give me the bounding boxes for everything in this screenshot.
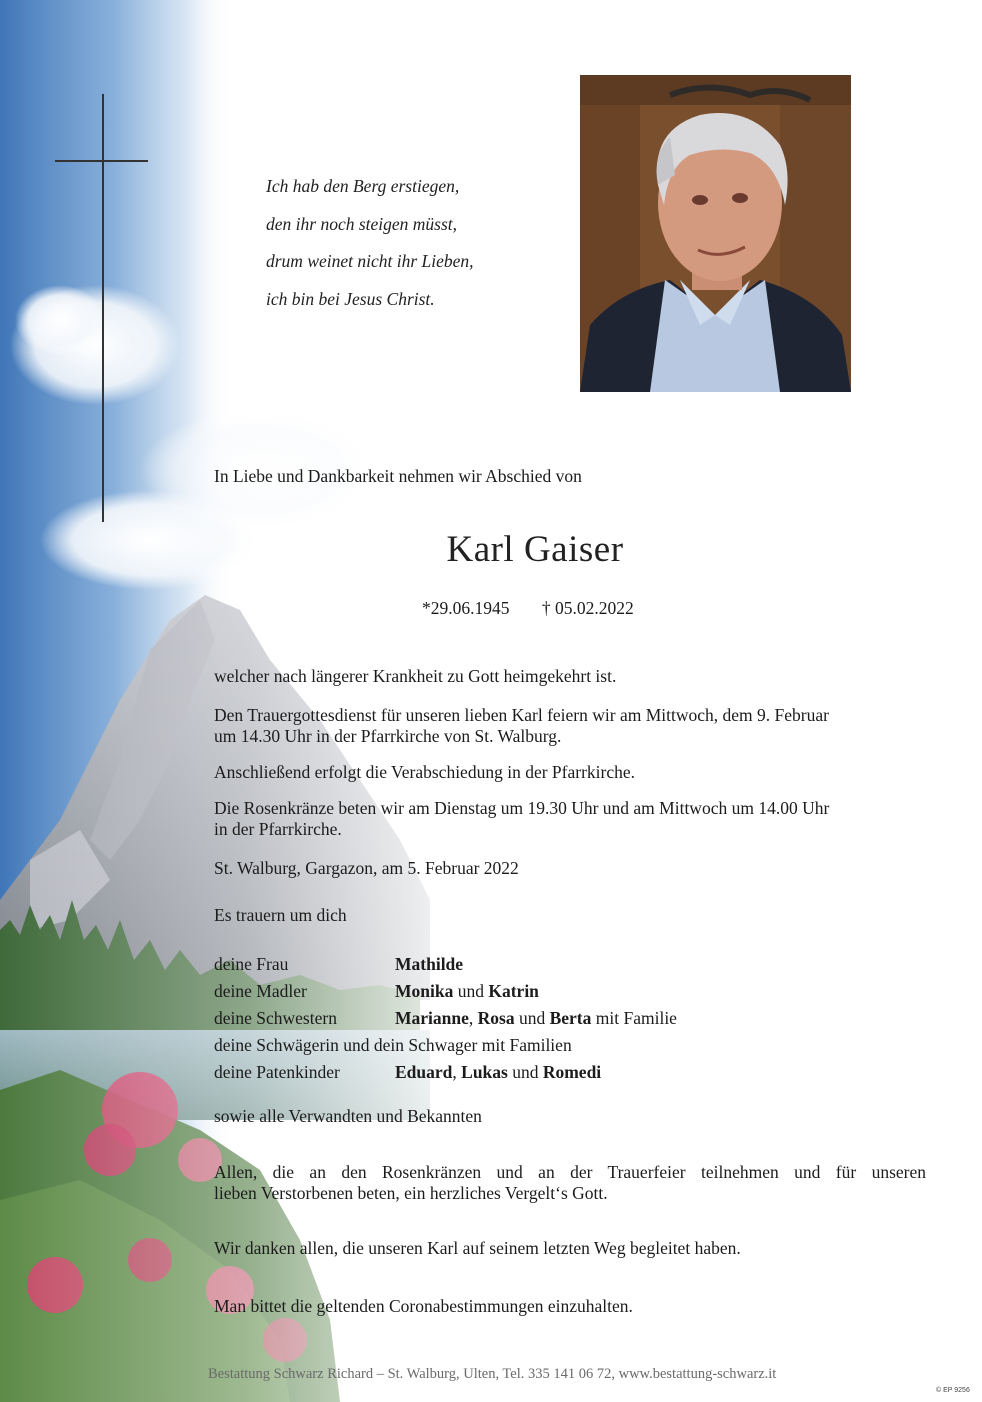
mourner-name: Rosa	[477, 1008, 515, 1028]
life-dates	[422, 598, 634, 619]
paragraph-line: Allen, die an den Rosenkränzen und an der Trauerfeier teilnehmen und für unseren	[214, 1162, 926, 1182]
place-and-date: St. Walburg, Gargazon, am 5. Februar 2022	[214, 858, 519, 878]
mourner-name: Eduard	[395, 1062, 453, 1082]
paragraph-corona-notice: Man bittet die geltenden Coronabestimmungen einzuhalten.	[214, 1296, 633, 1316]
print-code: © EP 9256	[936, 1387, 970, 1394]
paragraph-line: Den Trauergottesdienst für unseren lieben Karl feiern wir am Mittwoch, dem 9. Februar	[214, 705, 829, 725]
paragraph-rosaries	[214, 798, 926, 840]
poem-line: drum weinet nicht ihr Lieben,	[266, 251, 474, 271]
mourner-name: Berta	[549, 1008, 592, 1028]
mourner-names	[395, 1062, 601, 1083]
mourner-name: Marianne	[395, 1008, 469, 1028]
mourner-names	[395, 1008, 677, 1029]
name-connector: ,	[468, 1008, 478, 1028]
paragraph-farewell: Anschließend erfolgt die Verabschiedung in der Pfarrkirche.	[214, 762, 635, 782]
paragraph-thanks-prayer	[214, 1162, 926, 1204]
mourners-heading: Es trauern um dich	[214, 905, 347, 925]
mourner-name: Mathilde	[395, 954, 464, 974]
mourner-name: Monika	[395, 981, 454, 1001]
paragraph-line: um 14.30 Uhr in der Pfarrkirche von St. Walburg.	[214, 726, 562, 746]
name-connector: mit Familie	[591, 1008, 677, 1028]
relatives-line: sowie alle Verwandten und Bekannten	[214, 1106, 482, 1126]
intro-text: In Liebe und Dankbarkeit nehmen wir Abschied von	[214, 466, 582, 486]
deceased-name: Karl Gaiser	[446, 529, 624, 570]
mourner-name: Lukas	[461, 1062, 508, 1082]
deceased-name-row	[0, 528, 982, 571]
birth-date: *29.06.1945	[422, 598, 510, 618]
poem-line: Ich hab den Berg erstiegen,	[266, 176, 460, 196]
cross-vertical-bar	[102, 94, 104, 522]
funeral-home-footer: Bestattung Schwarz Richard – St. Walburg, Ulten, Tel. 335 141 06 72, www.bestattung-schwarz.it	[208, 1366, 777, 1382]
mourner-relation: deine Patenkinder	[214, 1062, 340, 1082]
poem	[266, 168, 474, 318]
mourner-relation: deine Madler	[214, 981, 307, 1001]
name-connector: und	[507, 1062, 543, 1082]
paragraph-line: Die Rosenkränze beten wir am Dienstag um 19.30 Uhr und am Mittwoch um 14.00 Uhr	[214, 798, 830, 818]
paragraph-funeral-service	[214, 705, 926, 747]
cross-horizontal-bar	[55, 160, 148, 162]
poem-line: ich bin bei Jesus Christ.	[266, 288, 435, 309]
mourner-names	[395, 954, 463, 975]
mourner-name: Katrin	[488, 981, 539, 1001]
mourner-relation: deine Schwägerin und dein Schwager mit Familien	[214, 1035, 572, 1055]
mourner-relation: deine Schwestern	[214, 1008, 337, 1028]
name-connector: und	[453, 981, 489, 1001]
paragraph-return-to-god: welcher nach längerer Krankheit zu Gott heimgekehrt ist.	[214, 666, 617, 686]
mourner-names	[395, 981, 539, 1002]
name-connector: und	[514, 1008, 550, 1028]
poem-line: den ihr noch steigen müsst,	[266, 213, 458, 234]
portrait-photo	[580, 75, 851, 392]
mourner-relation: deine Frau	[214, 954, 289, 974]
paragraph-thanks-all: Wir danken allen, die unseren Karl auf seinem letzten Weg begleitet haben.	[214, 1238, 741, 1258]
mourner-name: Romedi	[542, 1062, 602, 1082]
death-date: † 05.02.2022	[541, 598, 634, 618]
name-connector: ,	[452, 1062, 462, 1082]
paragraph-line: in der Pfarrkirche.	[214, 819, 342, 839]
paragraph-line: lieben Verstorbenen beten, ein herzliches Vergelt‘s Gott.	[214, 1183, 608, 1203]
